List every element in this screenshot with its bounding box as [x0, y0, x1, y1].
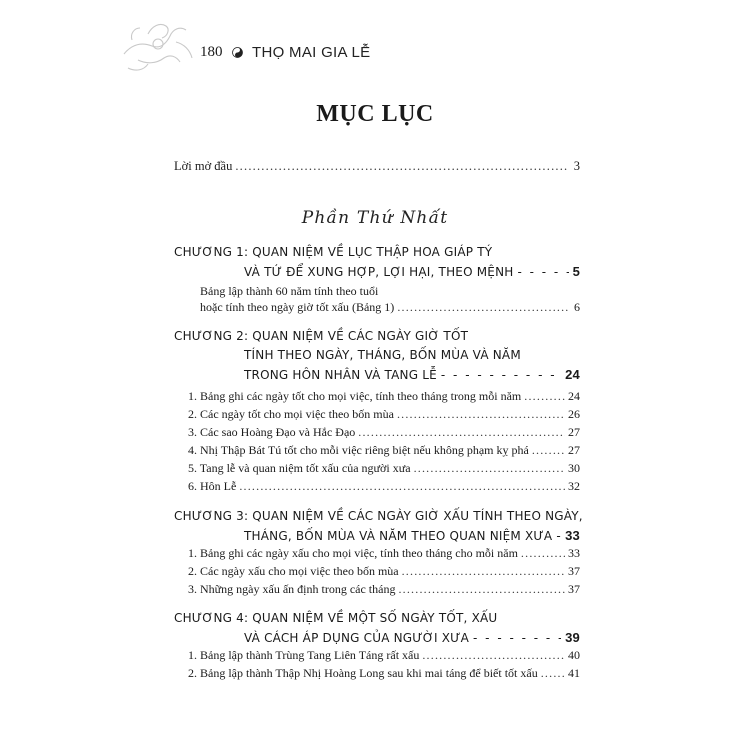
dot-leader	[414, 461, 565, 476]
toc-entry-label: 3. Những ngày xấu ấn định trong các tháng	[188, 582, 396, 596]
toc-title: MỤC LỤC	[316, 101, 434, 127]
toc-entry-label: 1. Bảng ghi các ngày tốt cho mọi việc, tính theo tháng trong mỗi năm	[188, 389, 522, 403]
toc-entry-page: 6	[574, 300, 580, 314]
dot-leader	[402, 564, 565, 579]
toc-entry-label: Bảng lập thành 60 năm tính theo tuổi	[200, 284, 379, 298]
chapter-4-heading[interactable]	[174, 610, 580, 646]
toc-entry-page: 27	[568, 425, 580, 439]
dot-leader	[532, 443, 565, 458]
dot-leader	[422, 648, 565, 663]
chapter-title-line: THÁNG, BỐN MÙA VÀ NĂM THEO QUAN NIỆM XƯA	[244, 529, 553, 543]
chapter-title-line: TRONG HÔN NHÂN VÀ TANG LỄ	[244, 368, 437, 382]
dot-leader	[524, 389, 565, 404]
yinyang-icon	[232, 47, 243, 58]
dot-leader	[521, 546, 565, 561]
toc-entry-label: hoặc tính theo ngày giờ tốt xấu (Bảng 1)	[200, 300, 395, 314]
dash-leader	[556, 528, 561, 545]
toc-entry-page: 3	[573, 159, 580, 173]
toc-entry-label: 2. Các ngày tốt cho mọi việc theo bốn mùa	[188, 407, 394, 421]
toc-entry-page: 37	[568, 582, 580, 596]
chapter-title-line: VÀ TỨ ĐỂ XUNG HỢP, LỢI HẠI, THEO MỆNH	[244, 265, 514, 279]
toc-entry[interactable]	[188, 564, 580, 580]
dot-leader	[398, 582, 565, 597]
toc-entry[interactable]	[188, 389, 580, 405]
running-head: THỌ MAI GIA LỄ	[252, 44, 371, 61]
toc-entry[interactable]	[188, 546, 580, 562]
toc-entry-label: 1. Bảng lập thành Trùng Tang Liên Táng rất xấu	[188, 648, 420, 662]
part-heading: Phần Thứ Nhất	[301, 208, 449, 228]
dot-leader	[235, 158, 569, 174]
dash-leader	[517, 264, 568, 281]
toc-entry[interactable]	[188, 666, 580, 682]
chapter-page: 39	[565, 630, 580, 645]
toc-entry-page: 24	[568, 389, 580, 403]
chapter-title-line: CHƯƠNG 3: QUAN NIỆM VỀ CÁC NGÀY GIỜ XẤU TÍNH THEO NGÀY,	[174, 509, 583, 523]
dot-leader	[358, 425, 565, 440]
toc-entry-label: 4. Nhị Thập Bát Tú tốt cho mỗi việc riêng biệt nếu không phạm kỵ phá	[188, 443, 529, 457]
chapter-page: 5	[572, 264, 580, 279]
toc-entry[interactable]	[188, 582, 580, 598]
chapter-1-heading[interactable]	[174, 244, 580, 280]
toc-entry-page: 33	[568, 546, 580, 560]
toc-entry-page: 41	[568, 666, 580, 680]
chapter-3-heading[interactable]	[174, 508, 583, 544]
dot-leader	[397, 300, 569, 315]
chapter-title-line: CHƯƠNG 4: QUAN NIỆM VỀ MỘT SỐ NGÀY TỐT, XẤU	[174, 611, 498, 625]
dash-leader	[473, 630, 561, 647]
chapter-title-line: CHƯƠNG 2: QUAN NIỆM VỀ CÁC NGÀY GIỜ TỐT	[174, 329, 469, 343]
toc-entry-label: 2. Bảng lập thành Thập Nhị Hoàng Long sau khi mai táng để biết tốt xấu	[188, 666, 538, 680]
dragon-ornament-icon	[118, 14, 200, 78]
dot-leader	[239, 479, 565, 494]
chapter-page: 24	[565, 367, 580, 382]
chapter-title-line: TÍNH THEO NGÀY, THÁNG, BỐN MÙA VÀ NĂM	[244, 348, 521, 362]
toc-entry-page: 26	[568, 407, 580, 421]
dot-leader	[541, 666, 565, 681]
dot-leader	[397, 407, 565, 422]
toc-entry[interactable]	[188, 407, 580, 423]
toc-entry[interactable]	[188, 443, 580, 459]
toc-entry-label: 3. Các sao Hoàng Đạo và Hắc Đạo	[188, 425, 356, 439]
toc-entry[interactable]	[188, 479, 580, 495]
toc-entry-page: 37	[568, 564, 580, 578]
toc-entry[interactable]	[188, 425, 580, 441]
chapter-title-line: VÀ CÁCH ÁP DỤNG CỦA NGƯỜI XƯA	[244, 631, 470, 645]
toc-entry-page: 27	[568, 443, 580, 457]
chapter-title-line: CHƯƠNG 1: QUAN NIỆM VỀ LỤC THẬP HOA GIÁP TÝ	[174, 245, 493, 259]
dash-leader	[441, 367, 561, 384]
chapter-2-heading[interactable]	[174, 328, 580, 382]
toc-entry-label: 6. Hôn Lễ	[188, 479, 237, 493]
toc-entry[interactable]	[200, 284, 580, 316]
chapter-page: 33	[565, 528, 580, 543]
toc-entry[interactable]	[188, 648, 580, 664]
toc-entry-label: 5. Tang lễ và quan niệm tốt xấu của người xưa	[188, 461, 411, 475]
toc-entry-label: Lời mở đầu	[174, 159, 233, 173]
toc-entry-label: 2. Các ngày xấu cho mọi việc theo bốn mùa	[188, 564, 399, 578]
toc-entry[interactable]	[188, 461, 580, 477]
toc-entry-page: 40	[568, 648, 580, 662]
toc-entry-page: 30	[568, 461, 580, 475]
toc-entry-page: 32	[568, 479, 580, 493]
toc-entry-label: 1. Bảng ghi các ngày xấu cho mọi việc, tính theo tháng cho mỗi năm	[188, 546, 518, 560]
toc-entry-preface[interactable]	[174, 158, 580, 174]
page-number: 180	[200, 44, 223, 60]
